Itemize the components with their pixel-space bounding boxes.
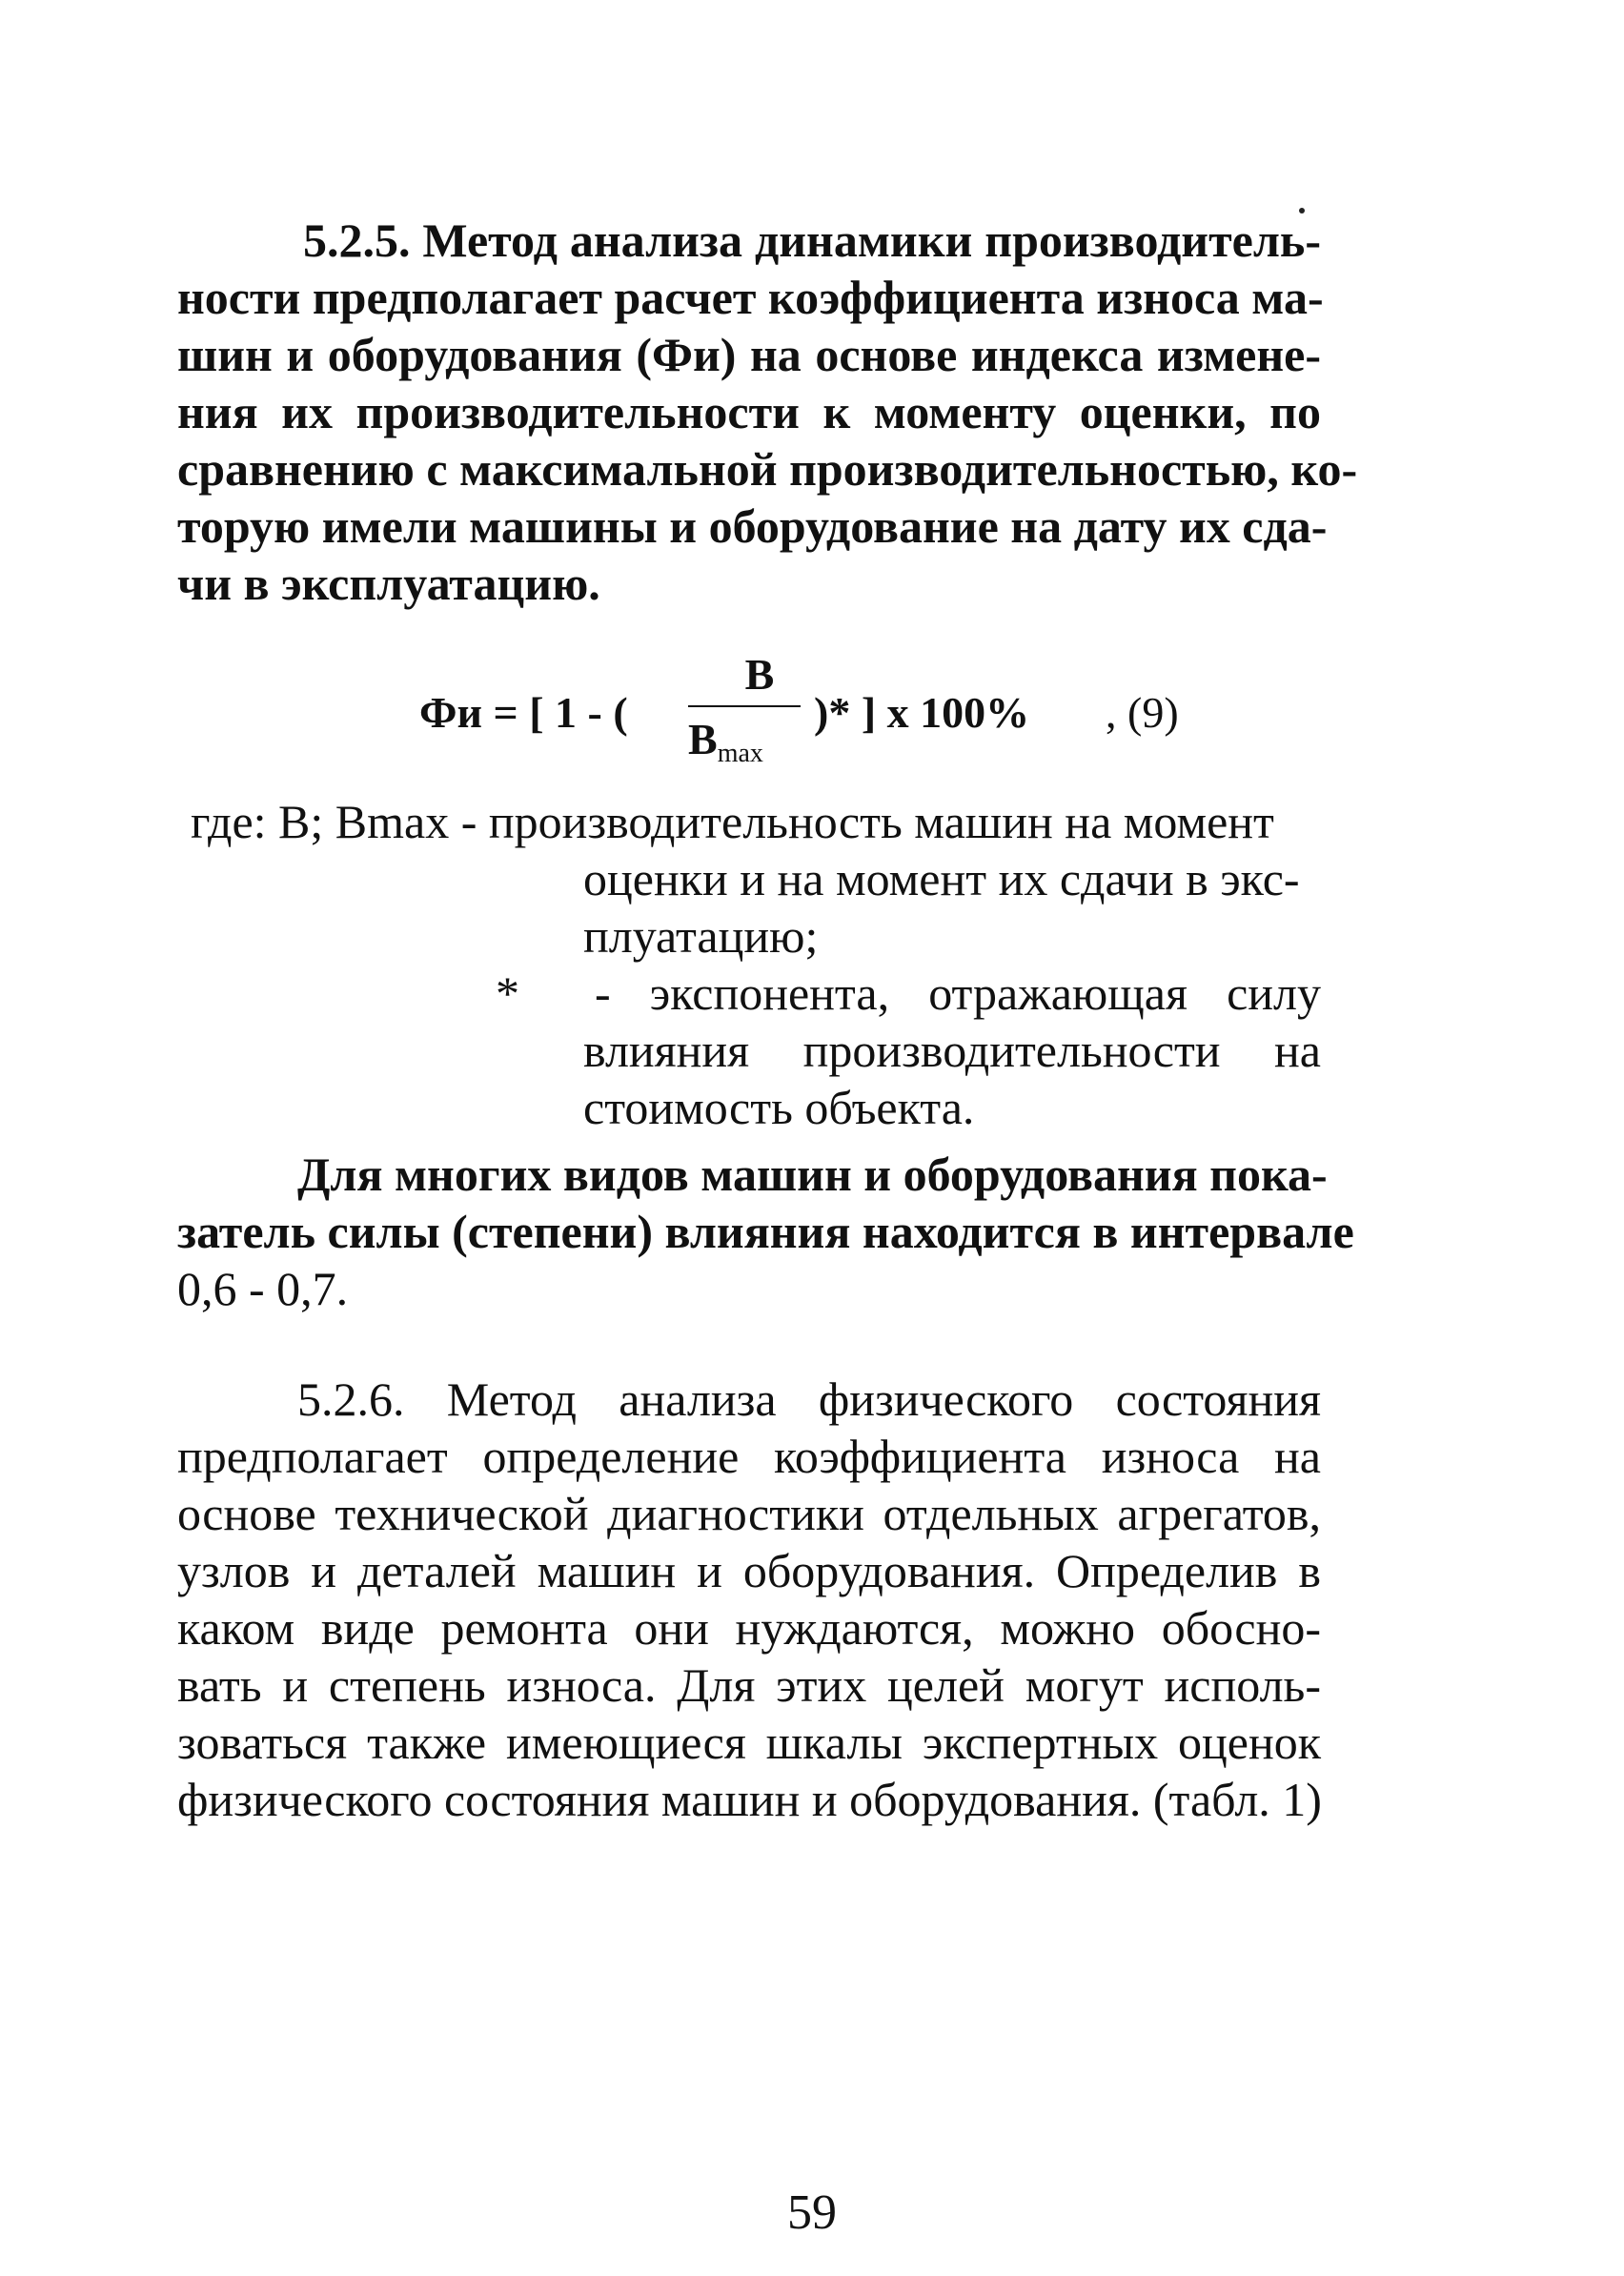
paragraph-line: ния их производительности к моменту оценки, по (177, 385, 1321, 438)
where-line: - экспонента, отражающая силу (595, 966, 1321, 1020)
fraction-bar (688, 705, 801, 707)
formula-denominator (688, 713, 763, 781)
paragraph-line: сравнению с максимальной производительностью, ко- (177, 442, 1358, 496)
paragraph-line: основе технической диагностики отдельных агрегатов, (177, 1487, 1321, 1540)
paragraph-line: каком виде ремонта они нуждаются, можно обосно- (177, 1601, 1321, 1655)
page-number: 59 (787, 2185, 837, 2240)
formula-lhs: Фи = [ 1 - ( (419, 688, 628, 737)
paragraph-line: 5.2.5. Метод анализа динамики производитель- (303, 213, 1321, 267)
denominator-base: B (688, 715, 718, 763)
formula-number: , (9) (1106, 688, 1179, 737)
paragraph-line: шин и оборудования (Фи) на основе индекса измене- (177, 328, 1321, 381)
paragraph-line: ности предполагает расчет коэффициента износа ма- (177, 271, 1324, 324)
paragraph-line: 5.2.6. Метод анализа физического состояния (297, 1372, 1321, 1426)
paragraph-line: вать и степень износа. Для этих целей могут исполь- (177, 1658, 1321, 1712)
paragraph-line: зоваться также имеющиеся шкалы экспертных оценок (177, 1716, 1321, 1769)
where-line: где: B; Bmax - производительность машин на момент (191, 795, 1274, 848)
paragraph-line: торую имели машины и оборудование на дату их сда- (177, 499, 1328, 553)
paragraph-line: затель силы (степени) влияния находится в интервале (177, 1205, 1354, 1258)
formula-rhs: )* ] x 100% (814, 688, 1030, 737)
paragraph-line: предполагает определение коэффициента износа на (177, 1430, 1321, 1483)
where-line: стоимость объекта. (583, 1081, 975, 1134)
paragraph-line: Для многих видов машин и оборудования пока- (297, 1148, 1328, 1201)
paragraph-line: 0,6 - 0,7. (177, 1262, 349, 1315)
where-line: оценки и на момент их сдачи в экс- (583, 852, 1300, 905)
where-line: влияния производительности на (583, 1024, 1321, 1077)
where-line: плуатацию; (583, 909, 819, 963)
paragraph-line: чи в эксплуатацию. (177, 557, 600, 610)
formula-9 (419, 648, 1220, 772)
paragraph-line: узлов и деталей машин и оборудования. Определив в (177, 1544, 1321, 1597)
denominator-subscript: max (717, 739, 763, 768)
where-star: * (496, 966, 519, 1020)
paragraph-line: физического состояния машин и оборудования. (табл. 1) (177, 1773, 1322, 1826)
formula-numerator: B (744, 650, 775, 699)
